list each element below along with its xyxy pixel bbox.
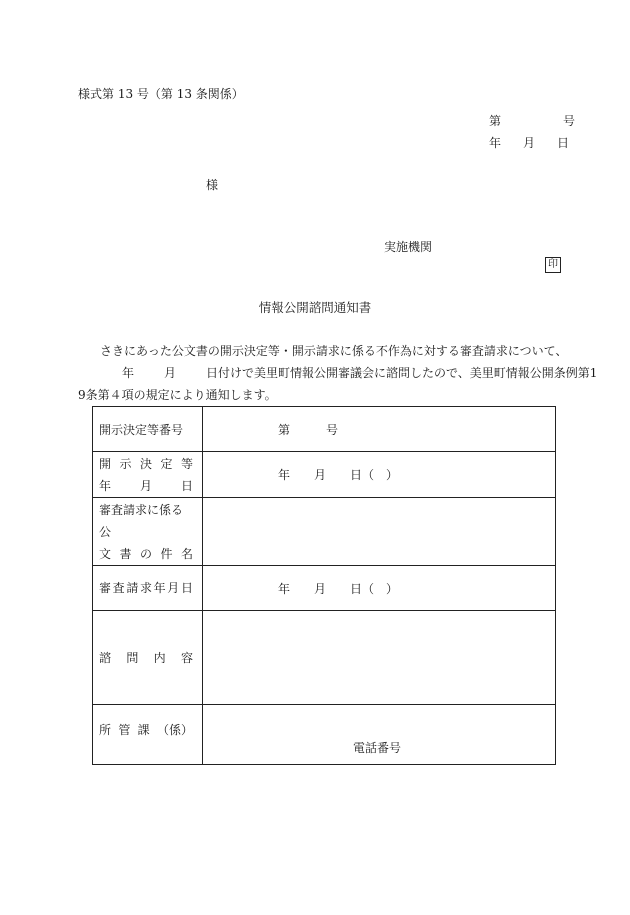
form-number: 様式第 13 号（第 13 条関係） [78,87,244,101]
label-inquiry-content [93,611,203,705]
value-day: 日（ [350,581,375,596]
doc-no-prefix: 第 [489,114,502,128]
label-char: 開 [99,456,112,471]
value-decision-number[interactable] [203,407,556,452]
document-number [489,112,575,129]
value-close-paren: ） [386,468,399,482]
label-char: 年 [99,478,112,493]
doc-no-suffix: 号 [563,114,576,128]
table-row [93,407,556,452]
label-line [99,647,193,669]
seal-mark: 印 [545,257,561,273]
label-char: 名 [180,546,193,561]
label-char: の [139,546,152,561]
label-char: 日 [180,478,193,493]
label-char: 等 [180,456,193,471]
label-char: 年 [153,581,166,595]
value-prefix: 第 [278,422,291,437]
label-line [99,577,193,599]
label-char: 管 [118,723,131,737]
value-decision-date[interactable] [203,452,556,498]
label-char: 月 [167,581,180,595]
label-char: 内 [153,650,166,665]
label-char: （係） [156,723,193,737]
label-char: 審 [99,581,112,595]
notice-form-table [92,406,556,765]
phone-number-label: 電話番号 [353,741,402,755]
label-line-bottom [99,543,193,565]
table-row [93,705,556,765]
label-char: 月 [139,478,152,493]
value-year: 年 [278,468,291,482]
label-line-top [99,453,193,475]
table-row [93,498,556,566]
label-char: 諮 [99,650,112,665]
value-department[interactable] [203,705,556,765]
value-day: 日（ [350,468,375,482]
addressee-honorific: 様 [206,178,219,192]
label-char: 決 [139,456,152,471]
table-row [93,452,556,498]
label-char: 請 [126,581,139,595]
table-row [93,566,556,611]
label-text: 開示決定等番号 [99,422,184,437]
label-char: 示 [119,456,132,471]
date-year: 年 [489,136,502,150]
label-document-name [93,498,203,566]
label-char: 定 [160,456,173,471]
issue-date [489,134,569,151]
label-char: 容 [180,650,193,665]
body-year: 年 [122,366,135,380]
body-paragraph [78,340,598,406]
body-line-2-rest: 日付けで美里町情報公開審議会に諮問したので、美里町情報公開条例第1 [206,366,598,380]
body-month: 月 [164,366,177,380]
body-line-1: さきにあった公文書の開示決定等・開示請求に係る不作為に対する審査請求について、 [100,344,568,358]
label-char: 日 [180,581,193,595]
body-line-3: 9条第４項の規定により通知します。 [78,388,277,402]
label-char: 書 [119,546,132,561]
label-char: 所 [99,723,112,737]
label-decision-date [93,452,203,498]
value-month: 月 [314,468,327,482]
label-decision-number [93,407,203,452]
table-row [93,611,556,705]
value-inquiry-content[interactable] [203,611,556,705]
label-char: 求 [139,581,152,595]
label-char: 文 [99,546,112,561]
value-close-paren: ） [386,581,399,596]
label-char: 課 [137,723,150,737]
document-title: 情報公開諮問通知書 [258,300,372,315]
label-department [93,705,203,765]
label-request-date [93,566,203,611]
value-year: 年 [278,581,291,596]
label-line-top: 審査請求に係る公 [99,502,184,539]
label-char: 問 [126,650,139,665]
date-day: 日 [557,136,570,150]
label-line [99,719,193,741]
label-char: 査 [112,581,125,595]
value-suffix: 号 [326,422,339,437]
body-line-2 [78,362,598,384]
label-line-bottom [99,475,193,497]
value-document-name[interactable] [203,498,556,566]
date-month: 月 [523,136,536,150]
issuer-org-label: 実施機関 [384,240,433,254]
value-request-date[interactable] [203,566,556,611]
label-char: 件 [160,546,173,561]
value-month: 月 [314,581,327,596]
